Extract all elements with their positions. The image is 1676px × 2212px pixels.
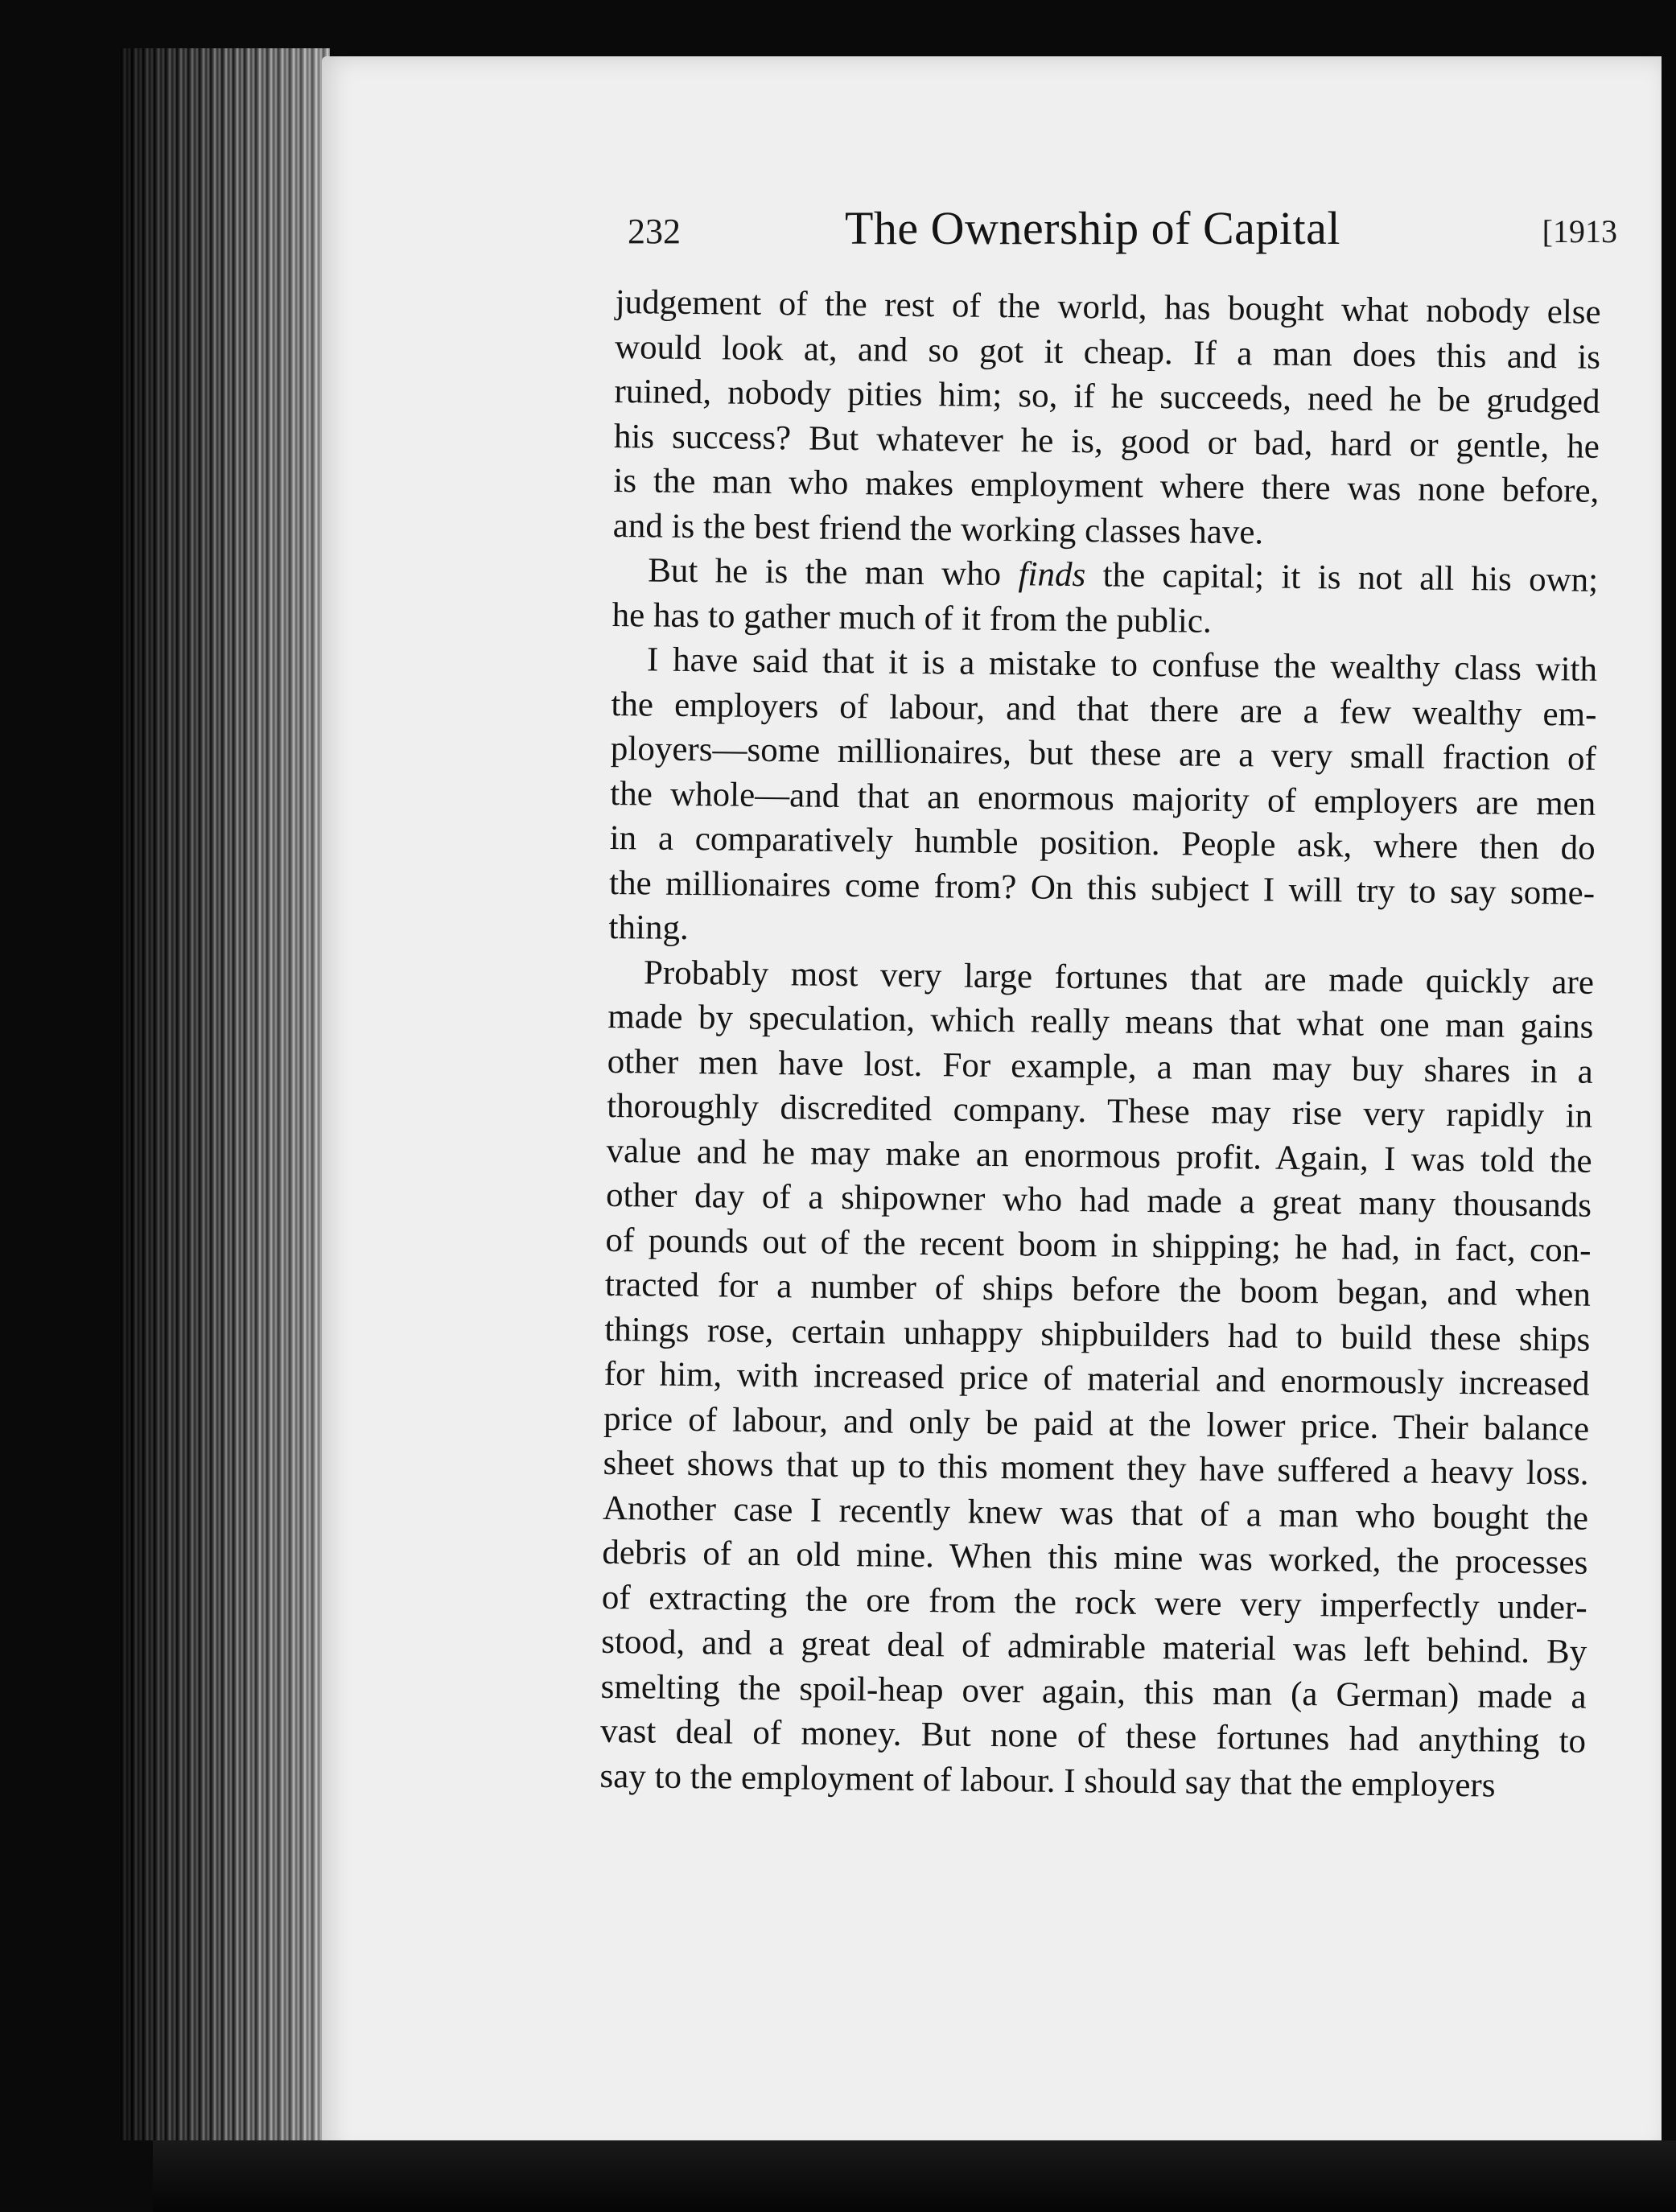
text-line: made by speculation, which really means that what one man gains [607, 997, 1594, 1046]
text-line: sheet shows that up to this moment they have suffered a heavy loss. [603, 1444, 1589, 1493]
text-line: ruined, nobody pities him; so, if he succeeds, need he be grudged [614, 372, 1600, 421]
text-line: debris of an old mine. When this mine was worked, the processes [602, 1533, 1588, 1582]
book-page-edges [121, 48, 330, 2140]
page-bottom-shadow [153, 2140, 1676, 2212]
text-line: thing. [608, 908, 689, 947]
text-line: thoroughly discredited company. These may rise very rapidly in [607, 1086, 1593, 1135]
text-line: his success? But whatever he is, good or bad, hard or gentle, he [613, 417, 1600, 466]
page-number: 232 [628, 212, 681, 251]
text-line: the millionaires come from? On this subject I will try to say some- [608, 863, 1596, 912]
paragraph [599, 949, 1594, 1808]
text-line: tracted for a number of ships before the boom began, and when [604, 1265, 1592, 1314]
text-line: in a comparatively humble position. People ask, where then do [609, 818, 1596, 867]
text-line: is the man who makes employment where there was none before, [613, 461, 1600, 510]
text-line: smelting the spoil-heap over again, this man (a German) made a [600, 1667, 1587, 1716]
text-line: other men have lost. For example, a man may buy shares in a [607, 1042, 1594, 1091]
text-line: he has to gather much of it from the public. [612, 595, 1212, 641]
text-line: would look at, and so got it cheap. If a man does this and is [614, 327, 1601, 377]
paragraph [613, 280, 1601, 558]
text-line: other day of a shipowner who had made a great many thousands [605, 1176, 1592, 1225]
text-line: stood, and a great deal of admirable material was left behind. By [601, 1622, 1587, 1671]
text-line: vast deal of money. But none of these fortunes had anything to [599, 1712, 1587, 1761]
year-mark: [1913 [1542, 213, 1617, 249]
text-line: things rose, certain unhappy shipbuilders had to build these ships [604, 1310, 1591, 1359]
text-line: the employers of labour, and that there are a few wealthy em- [611, 685, 1597, 734]
emphasis: finds [1018, 555, 1086, 595]
text-line: But he is the man who finds the capital; it is not all his own; [647, 551, 1599, 599]
text-line: of extracting the ore from the rock were very imperfectly under- [601, 1578, 1588, 1627]
paragraph [612, 548, 1598, 648]
body-text [599, 280, 1601, 1809]
text-line: say to the employment of labour. I should say that the employers [599, 1757, 1496, 1805]
text-line: price of labour, and only be paid at the lower price. Their balance [603, 1399, 1590, 1448]
text-line: and is the best friend the working classes have. [612, 506, 1264, 551]
text-line: for him, with increased price of material and enormously increased [603, 1354, 1590, 1403]
paragraph [608, 637, 1597, 960]
text-line: judgement of the rest of the world, has bought what nobody else [615, 282, 1601, 332]
text-line: value and he may make an enormous profit. Again, I was told the [606, 1131, 1592, 1180]
text-line: Another case I recently knew was that of a man who bought the [602, 1489, 1589, 1538]
text-line: ployers—some millionaires, but these are a very small fraction of [610, 729, 1597, 778]
running-head [628, 201, 1617, 274]
text-line: the whole—and that an enormous majority of employers are men [610, 774, 1596, 823]
text-line: of pounds out of the recent boom in shipping; he had, in fact, con- [605, 1221, 1592, 1270]
running-title: The Ownership of Capital [845, 202, 1341, 254]
text-line: I have said that it is a mistake to confuse the wealthy class with [646, 641, 1598, 689]
text-line: Probably most very large fortunes that are made quickly are [643, 953, 1595, 1002]
